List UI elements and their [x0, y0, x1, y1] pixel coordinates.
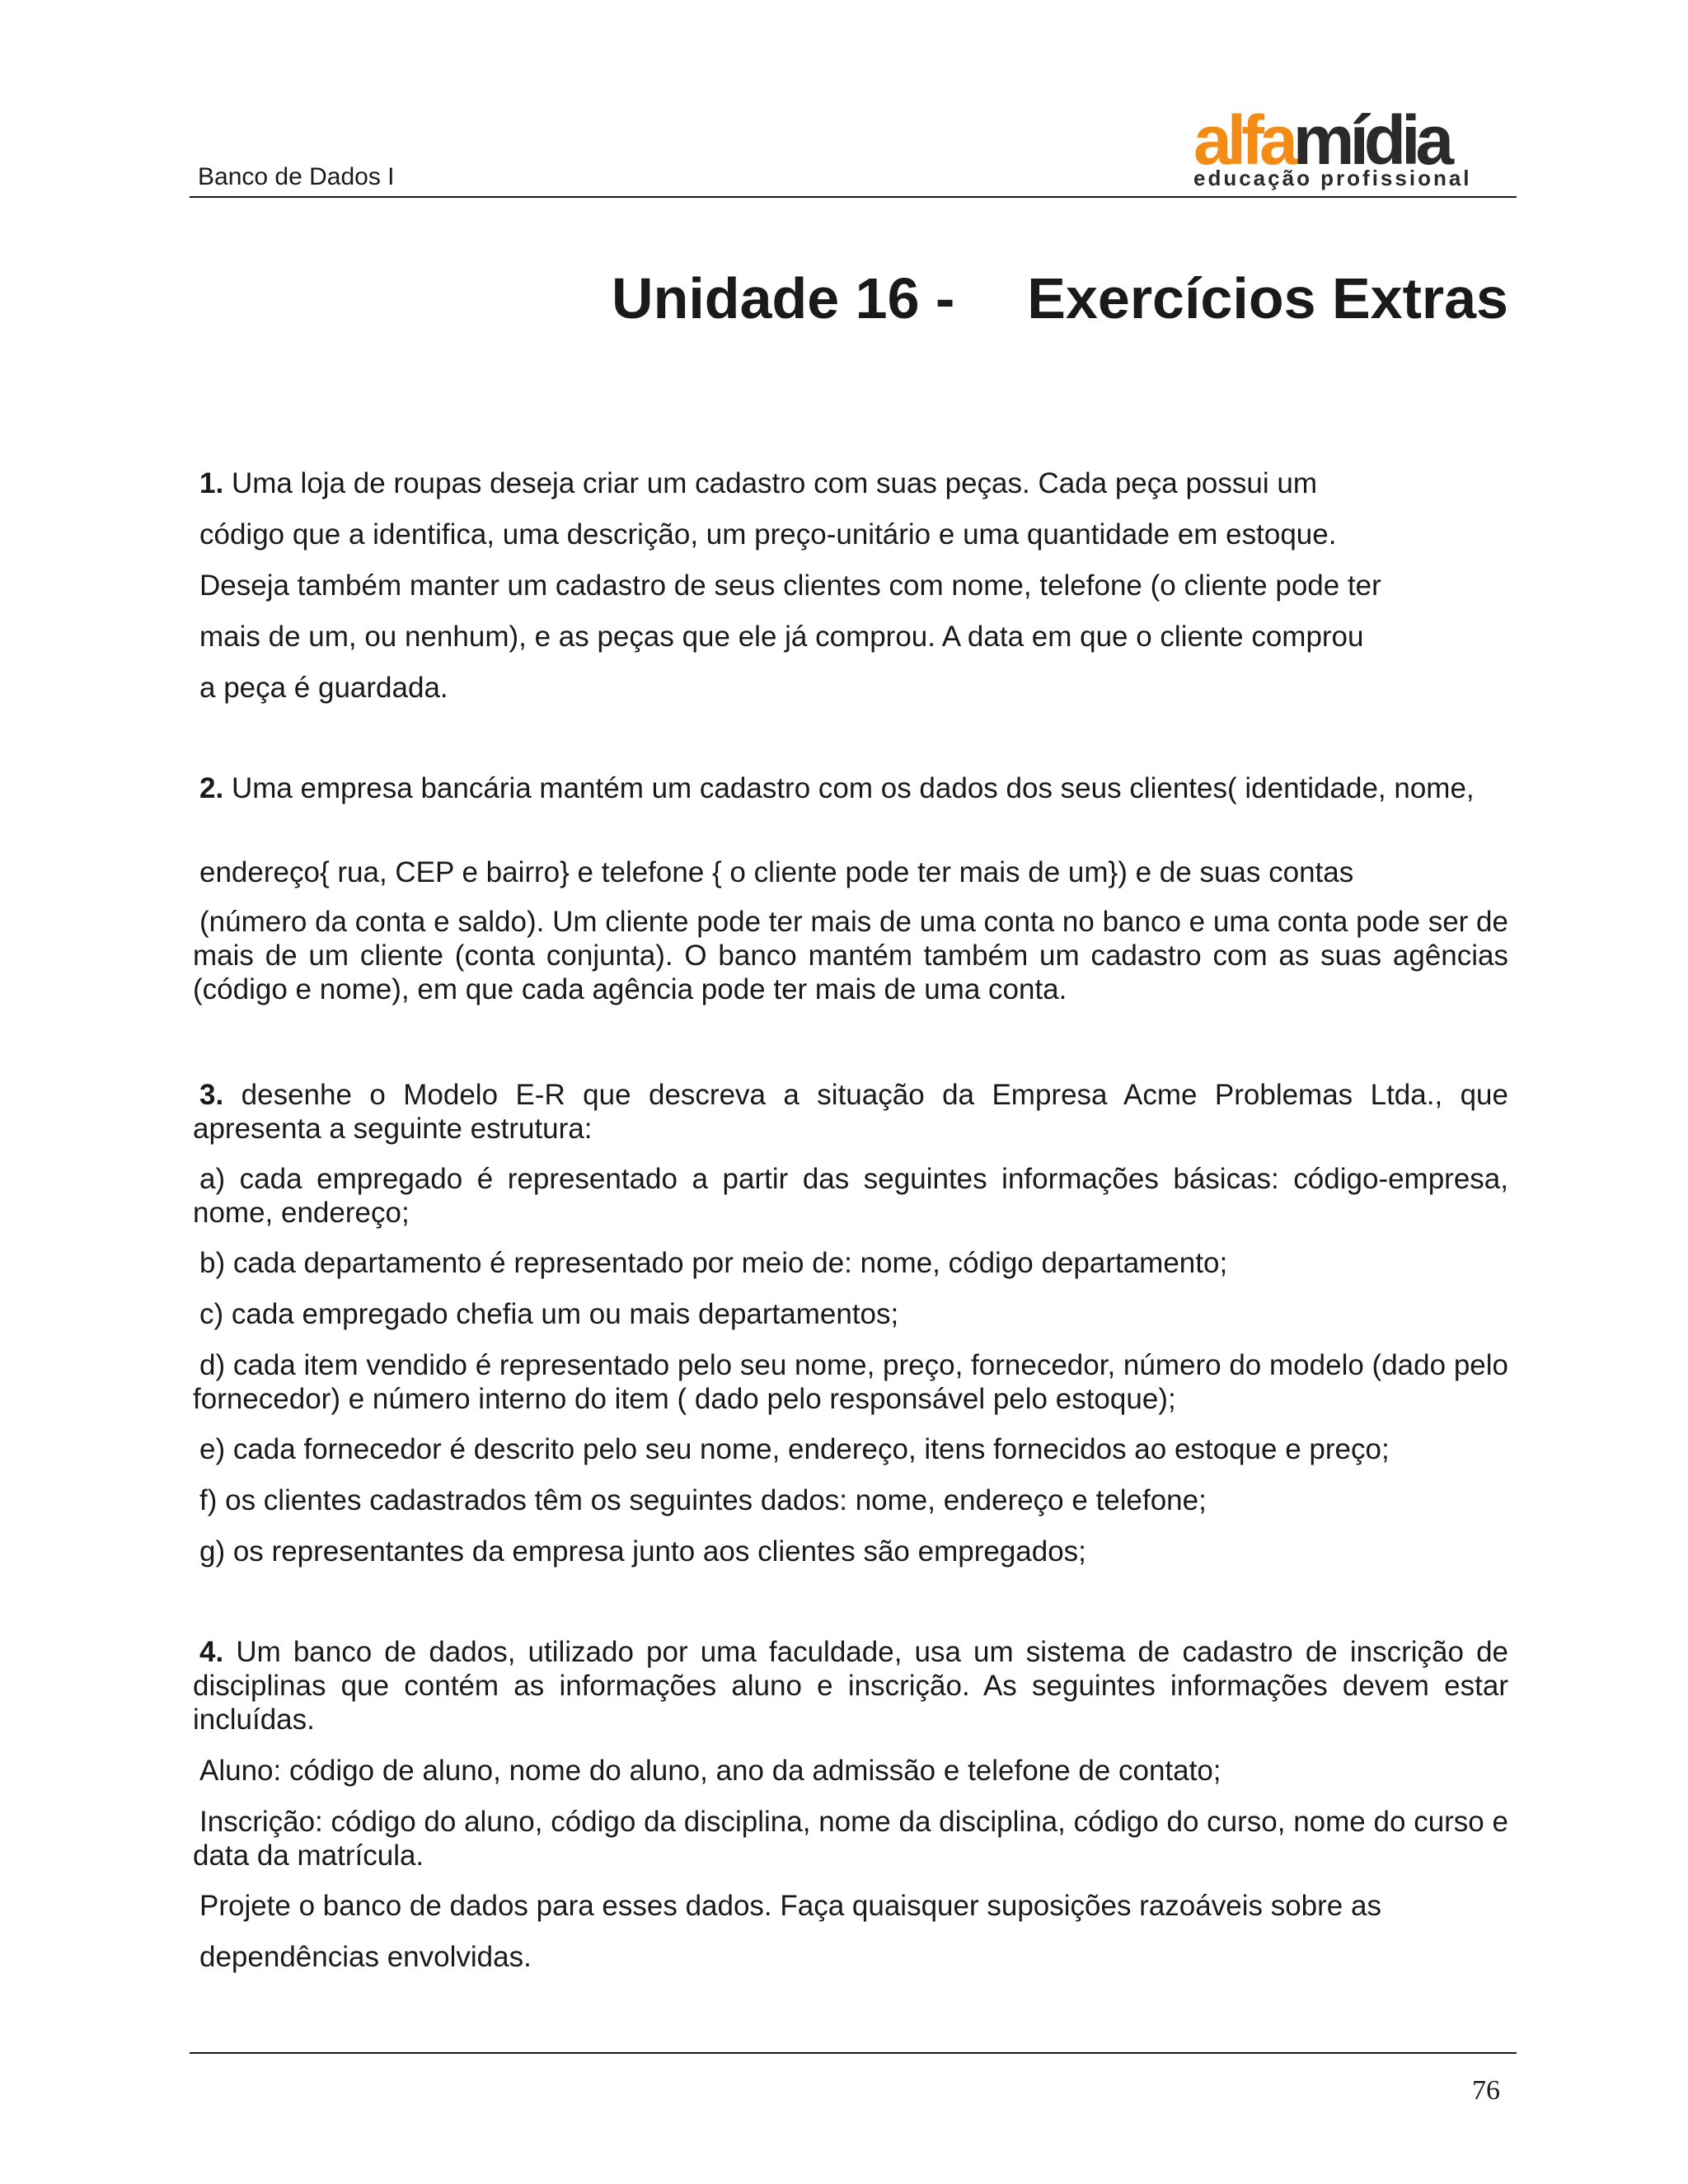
exercise-2-line: endereço{ rua, CEP e bairro} e telefone { o cliente pode ter mais de um}) e de suas contas	[199, 856, 1354, 888]
unit-label: Unidade 16 -	[612, 266, 955, 330]
logo-wordmark	[1193, 101, 1450, 179]
exercise-3-item-b: b) cada departamento é representado por meio de: nome, código departamento;	[199, 1247, 1228, 1279]
exercise-3-number: 3.	[199, 1079, 224, 1111]
logo-midia: mídia	[1292, 101, 1450, 179]
exercise-3-item-e: e) cada fornecedor é descrito pelo seu nome, endereço, itens fornecidos ao estoque e preço;	[199, 1433, 1390, 1465]
exercise-1-line: a peça é guardada.	[199, 672, 448, 704]
exercise-4-line: Projete o banco de dados para esses dados. Faça quaisquer suposições razoáveis sobre as	[199, 1890, 1381, 1922]
exercise-1-line	[199, 466, 1317, 501]
exercise-1-line: mais de um, ou nenhum), e as peças que ele já comprou. A data em que o cliente comprou	[199, 621, 1364, 653]
unit-name: Exercícios Extras	[1027, 266, 1508, 330]
exercise-2-paragraph	[193, 771, 1508, 805]
exercise-3-intro	[193, 1078, 1508, 1146]
page-number: 76	[1472, 2075, 1500, 2106]
page-title	[612, 265, 1508, 331]
exercise-4-text: Um banco de dados, utilizado por uma faculdade, usa um sistema de cadastro de inscrição de disciplinas que contém as informações aluno e inscrição. As seguintes informações devem estar incluídas.	[193, 1636, 1508, 1736]
exercise-3-item-d: d) cada item vendido é representado pelo seu nome, preço, fornecedor, número do modelo (dado pelo fornecedor) e número interno do item ( dado pelo responsável pelo estoque);	[193, 1349, 1508, 1415]
exercise-1-text: Uma loja de roupas deseja criar um cadastro com suas peças. Cada peça possui um	[231, 467, 1317, 499]
logo-tagline: educação profissional	[1193, 166, 1472, 190]
exercise-4-inscricao: Inscrição: código do aluno, código da disciplina, nome da disciplina, código do curso, nome do curso e data da matrícula.	[193, 1806, 1508, 1872]
exercise-4-intro	[193, 1635, 1508, 1736]
exercise-1-line: Deseja também manter um cadastro de seus clientes com nome, telefone (o cliente pode ter	[199, 569, 1381, 602]
exercise-3-item-a: a) cada empregado é representado a partir das seguintes informações básicas: código-empresa, nome, endereço;	[193, 1163, 1508, 1229]
logo-alfa: alfa	[1193, 101, 1293, 179]
footer-divider	[190, 2052, 1517, 2054]
header-divider	[190, 196, 1517, 198]
exercise-4-line: dependências envolvidas.	[199, 1941, 532, 1973]
alfamidia-logo	[1193, 101, 1507, 193]
exercise-3-text: desenhe o Modelo E-R que descreva a situação da Empresa Acme Problemas Ltda., que apresenta a seguinte estrutura:	[193, 1079, 1508, 1145]
exercise-1-number: 1.	[199, 467, 224, 499]
exercise-3-item-g: g) os representantes da empresa junto aos clientes são empregados;	[199, 1535, 1086, 1568]
exercise-2-number: 2.	[199, 772, 224, 804]
exercise-4-number: 4.	[199, 1636, 224, 1668]
exercise-2-text: Uma empresa bancária mantém um cadastro com os dados dos seus clientes( identidade, nome,	[231, 772, 1475, 804]
document-title: Banco de Dados I	[198, 163, 395, 190]
exercise-2-paragraph: (número da conta e saldo). Um cliente pode ter mais de uma conta no banco e uma conta pode ser de mais de um cliente (conta conjunta). O banco mantém também um cadastro com as suas agências (código e nome), em que cada agência pode ter mais de uma conta.	[193, 906, 1508, 1005]
exercise-3-item-f: f) os clientes cadastrados têm os seguintes dados: nome, endereço e telefone;	[199, 1484, 1207, 1516]
exercise-1-line: código que a identifica, uma descrição, um preço-unitário e uma quantidade em estoque.	[199, 518, 1337, 551]
exercise-4-aluno: Aluno: código de aluno, nome do aluno, ano da admissão e telefone de contato;	[199, 1755, 1221, 1787]
exercise-3-item-c: c) cada empregado chefia um ou mais departamentos;	[199, 1298, 899, 1330]
